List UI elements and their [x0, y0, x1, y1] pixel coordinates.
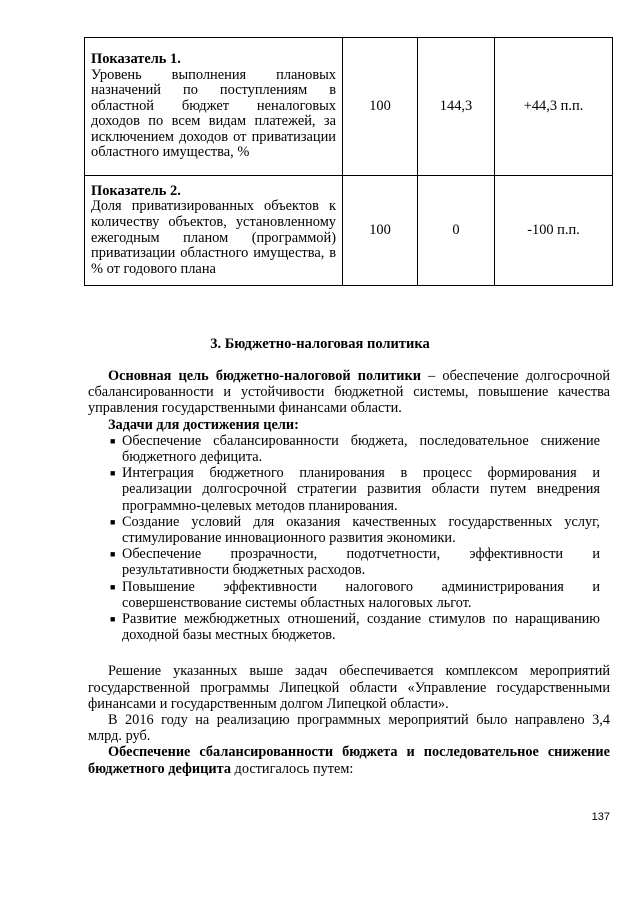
list-item-text: Обеспечение сбалансированности бюджета, последовательное снижение бюджетного дефицита.	[122, 432, 600, 466]
bullet-icon: ■	[110, 468, 116, 479]
paragraph-bold-text: Обеспечение сбалансированности бюджета и последовательное снижение бюджетного дефицита	[88, 744, 610, 777]
indicator-title: Показатель 1.	[91, 50, 181, 67]
paragraph: Решение указанных выше задач обеспечивается комплексом мероприятий государственной программы Липецкой области «Управление государственными финансами и государственным долгом Липецкой области».	[88, 663, 610, 712]
goal-text: – обеспечение долгосрочной сбалансированности и устойчивости бюджетной системы, повышение качества управления государственными финансами области.	[88, 368, 610, 417]
list-item	[88, 465, 610, 514]
indicator-text: Уровень выполнения плановых назначений по поступлениям в областной бюджет неналоговых доходов по всем видам платежей, за исключением доходов от приватизации областного имущества, %	[91, 66, 336, 161]
list-item	[88, 514, 610, 546]
tasks-list	[88, 433, 610, 644]
bullet-icon: ■	[110, 549, 116, 560]
paragraph-spacer	[88, 643, 610, 663]
goal-paragraph	[88, 368, 610, 417]
fact-value-cell: 0	[418, 176, 495, 286]
indicator-description-cell	[85, 38, 343, 176]
plan-value-cell: 100	[343, 176, 418, 286]
bullet-icon: ■	[110, 614, 116, 625]
bullet-icon: ■	[110, 581, 116, 592]
paragraph-text: достигалось путем:	[230, 760, 354, 777]
paragraph: В 2016 году на реализацию программных мероприятий было направлено 3,4 млрд. руб.	[88, 712, 610, 745]
tasks-label: Задачи для достижения цели:	[108, 416, 299, 433]
deviation-value-cell: +44,3 п.п.	[495, 38, 613, 176]
indicator-text: Доля приватизированных объектов к количеству объектов, установленному ежегодным планом (программой) приватизации областного имущества, в % от годового плана	[91, 198, 336, 277]
list-item-text: Повышение эффективности налогового администрирования и совершенствование системы областных налоговых льгот.	[122, 578, 600, 611]
list-item	[88, 546, 610, 578]
fact-value-cell: 144,3	[418, 38, 495, 176]
bullet-icon: ■	[110, 435, 116, 446]
list-item-text: Создание условий для оказания качественных государственных услуг, стимулирование инновационного развития экономики.	[122, 513, 600, 547]
list-item	[88, 433, 610, 465]
deviation-value-cell: -100 п.п.	[495, 176, 613, 286]
table-row	[85, 176, 613, 286]
list-item	[88, 579, 610, 611]
plan-value-cell: 100	[343, 38, 418, 176]
goal-bold-text: Основная цель бюджетно-налоговой политики	[108, 368, 421, 384]
document-body	[88, 368, 610, 777]
indicator-title: Показатель 2.	[91, 182, 181, 199]
table-row	[85, 38, 613, 176]
indicators-table	[84, 37, 613, 286]
paragraph	[88, 744, 610, 776]
list-item-text: Развитие межбюджетных отношений, создание стимулов по наращиванию доходной базы местных бюджетов.	[122, 611, 600, 644]
page-number: 137	[591, 811, 610, 823]
list-item-text: Интеграция бюджетного планирования в процесс формирования и реализации долгосрочной стратегии развития области путем внедрения программно-целевых методов планирования.	[122, 465, 600, 514]
bullet-icon: ■	[110, 516, 116, 527]
list-item	[88, 611, 610, 643]
list-item-text: Обеспечение прозрачности, подотчетности, эффективности и результативности бюджетных расходов.	[122, 546, 600, 579]
section-title: 3. Бюджетно-налоговая политика	[210, 336, 430, 352]
indicator-description-cell	[85, 176, 343, 286]
